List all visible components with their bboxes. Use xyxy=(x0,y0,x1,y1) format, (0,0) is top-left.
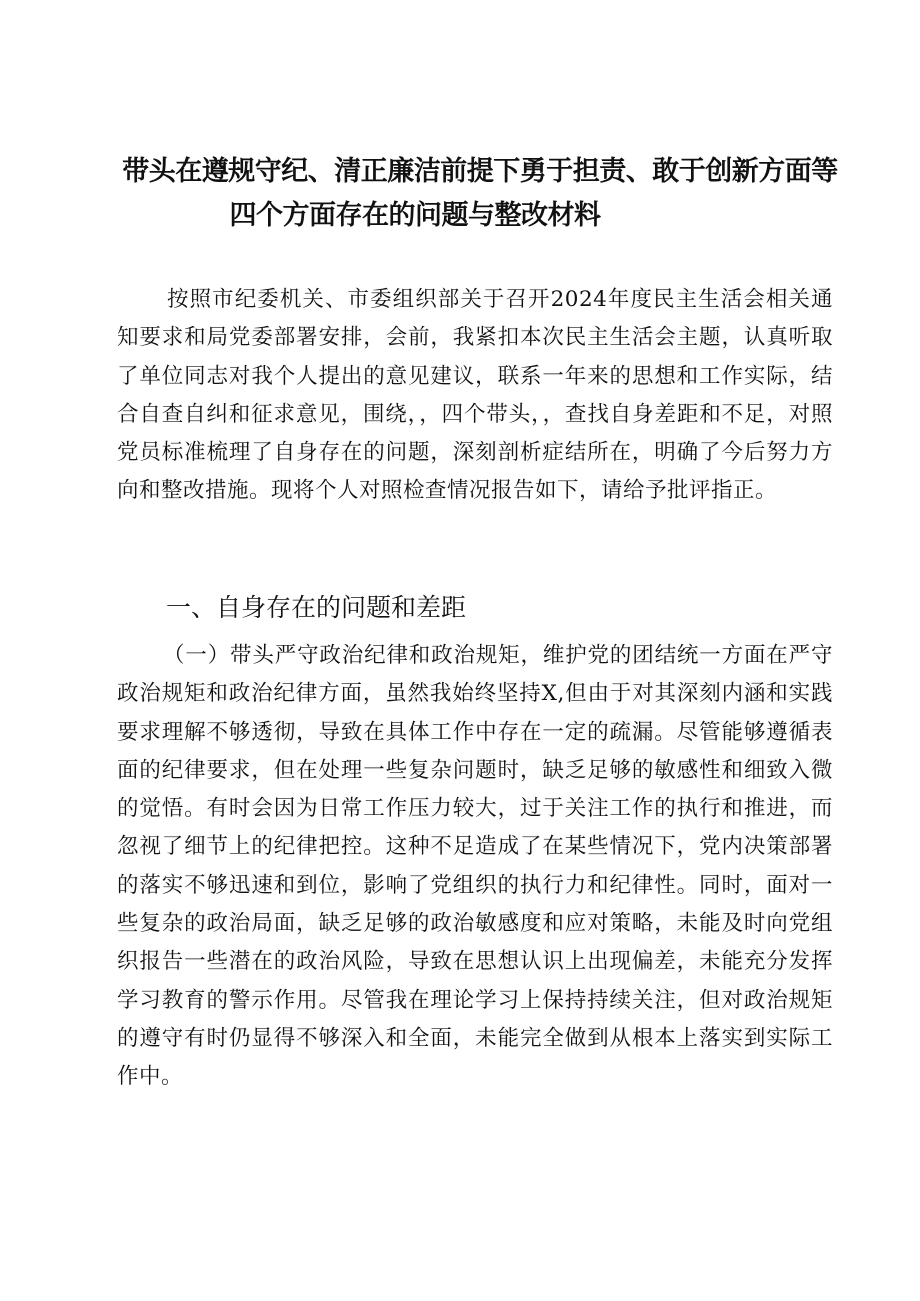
intro-paragraph: 按照市纪委机关、市委组织部关于召开2024年度民主生活会相关通知要求和局党委部署安排，会前，我紧扣本次民主生活会主题，认真听取了单位同志对我个人提出的意见建议，联系一年来的思想和工作实际，结合自查自纠和征求意见，围绕，，四个带头，，查找自身差距和不足，对照党员标准梳理了自身存在的问题，深刻剖析症结所在，明确了今后努力方向和整改措施。现将个人对照检查情况报告如下，请给予批评指正。 xyxy=(117,287,833,504)
document-title-line-2: 四个方面存在的问题与整改材料 xyxy=(229,200,601,231)
section-heading-1: 一、自身存在的问题和差距 xyxy=(166,593,467,622)
document-title-line-1: 带头在遵规守纪、清正廉洁前提下勇于担责、敢于创新方面等 xyxy=(122,156,838,187)
section-1-paragraph: （一）带头严守政治纪律和政治规矩，维护党的团结统一方面在严守政治规矩和政治纪律方面，虽然我始终坚持X,但由于对其深刻内涵和实践要求理解不够透彻，导致在具体工作中存在一定的疏漏。尽管能够遵循表面的纪律要求，但在处理一些复杂问题时，缺乏足够的敏感性和细致入微的觉悟。有时会因为日常工作压力较大，过于关注工作的执行和推进，而忽视了细节上的纪律把控。这种不足造成了在某些情况下，党内决策部署的落实不够迅速和到位，影响了党组织的执行力和纪律性。同时，面对一些复杂的政治局面，缺乏足够的政治敏感度和应对策略，未能及时向党组织报告一些潜在的政治风险，导致在思想认识上出现偏差，未能充分发挥学习教育的警示作用。尽管我在理论学习上保持持续关注，但对政治规矩的遵守有时仍显得不够深入和全面，未能完全做到从根本上落实到实际工作中。 xyxy=(117,643,833,1090)
